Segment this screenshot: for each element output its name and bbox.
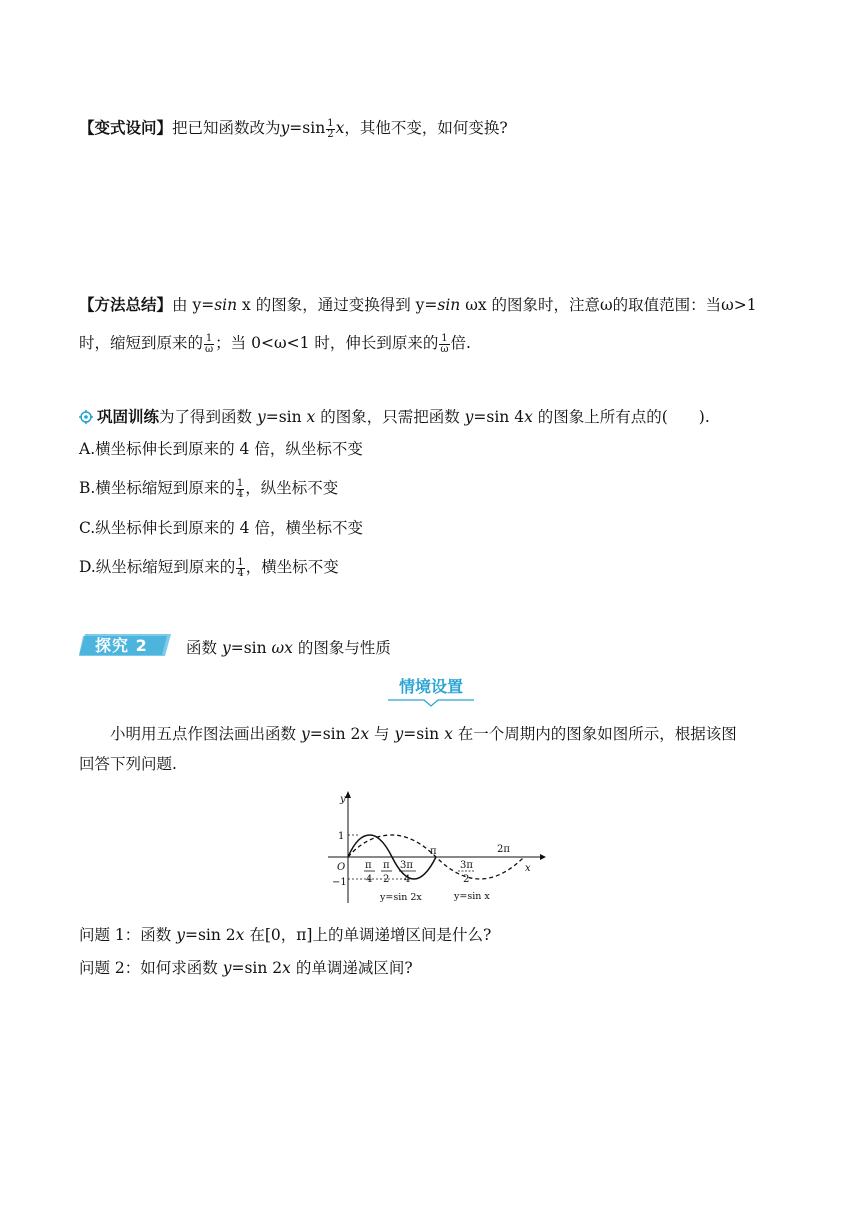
scene-paragraph: 小明用五点作图法画出函数 y=sin 2x 与 y=sin x 在一个周期内的图象如图所示，根据该图 回答下列问题. [79, 725, 737, 773]
practice-question: 巩固训练为了得到函数 y=sin x 的图象，只需把函数 y=sin 4x 的图象上所有点的( ). [79, 405, 710, 429]
fraction: $\frac{1}{4}$ [237, 556, 244, 579]
y-axis-arrow [345, 791, 351, 798]
variant-tag: 【变式设问】 [79, 118, 173, 137]
section-title: 函数 y=sin ωx 的图象与性质 [186, 639, 391, 657]
tick-pi: π [430, 846, 437, 857]
scene-title: 情境设置 [398, 677, 463, 696]
tick-3pi-over-4-den: 4 [404, 874, 411, 885]
tick-label-minus1: −1 [332, 877, 347, 888]
label-sin-x: y=sin x [454, 891, 490, 902]
question-1: 问题 1：函数 y=sin 2x 在[0，π]上的单调递增区间是什么? [79, 926, 492, 944]
x-axis-arrow [540, 854, 546, 860]
target-icon [79, 410, 93, 424]
sine-graph-figure [322, 788, 546, 906]
origin-label: O [337, 862, 346, 873]
y-axis-label: y [340, 794, 346, 805]
scene-underline [388, 698, 474, 708]
tick-2pi: 2π [497, 844, 510, 855]
method-tag: 【方法总结】 [79, 295, 173, 314]
fraction: $\frac{1}{2}$ [327, 117, 334, 140]
section-badge: 探究 2 [79, 631, 175, 658]
fraction: $\frac{1}{4}$ [236, 477, 244, 500]
fraction: $\frac{1}{\omega}$ [205, 332, 214, 355]
x-axis-label: x [525, 863, 531, 874]
tick-3pi-over-2-num: 3π [460, 860, 473, 871]
method-summary-line-1: 【方法总结】由 y=sin x 的图象，通过变换得到 y=sin ωx 的图象时，注意ω的取值范围：当ω>1 [79, 295, 757, 314]
option-d: D.纵坐标缩短到原来的 $\frac{1}{4}$ ，横坐标不变 [79, 556, 339, 579]
label-sin-2x: y=sin 2x [380, 892, 422, 903]
tick-pi-over-2-num: π [383, 860, 390, 871]
question-2: 问题 2：如何求函数 y=sin 2x 的单调递减区间? [79, 959, 413, 977]
tick-pi-over-4-num: π [365, 860, 372, 871]
variant-question: 【变式设问】把已知函数改为y=sin $\frac{1}{2}$ x，其他不变，如何变换? [79, 117, 508, 140]
option-a: A.横坐标伸长到原来的 4 倍，纵坐标不变 [79, 440, 363, 458]
tick-label-1: 1 [338, 831, 345, 842]
option-b: B.横坐标缩短到原来的 $\frac{1}{4}$ ，纵坐标不变 [79, 477, 339, 500]
tick-pi-over-4-den: 4 [366, 874, 373, 885]
option-c: C.纵坐标伸长到原来的 4 倍，横坐标不变 [79, 519, 363, 537]
tick-3pi-over-2-den: 2 [463, 874, 470, 885]
practice-tag: 巩固训练 [97, 408, 160, 426]
tick-3pi-over-4-num: 3π [400, 860, 413, 871]
fraction: $\frac{1}{\omega}$ [440, 332, 449, 355]
tick-pi-over-2-den: 2 [383, 874, 390, 885]
method-summary-line-2: 时，缩短到原来的 $\frac{1}{\omega}$ ；当 0<ω<1 时，伸长到原来的 $\frac{1}{\omega}$ 倍. [79, 332, 471, 355]
